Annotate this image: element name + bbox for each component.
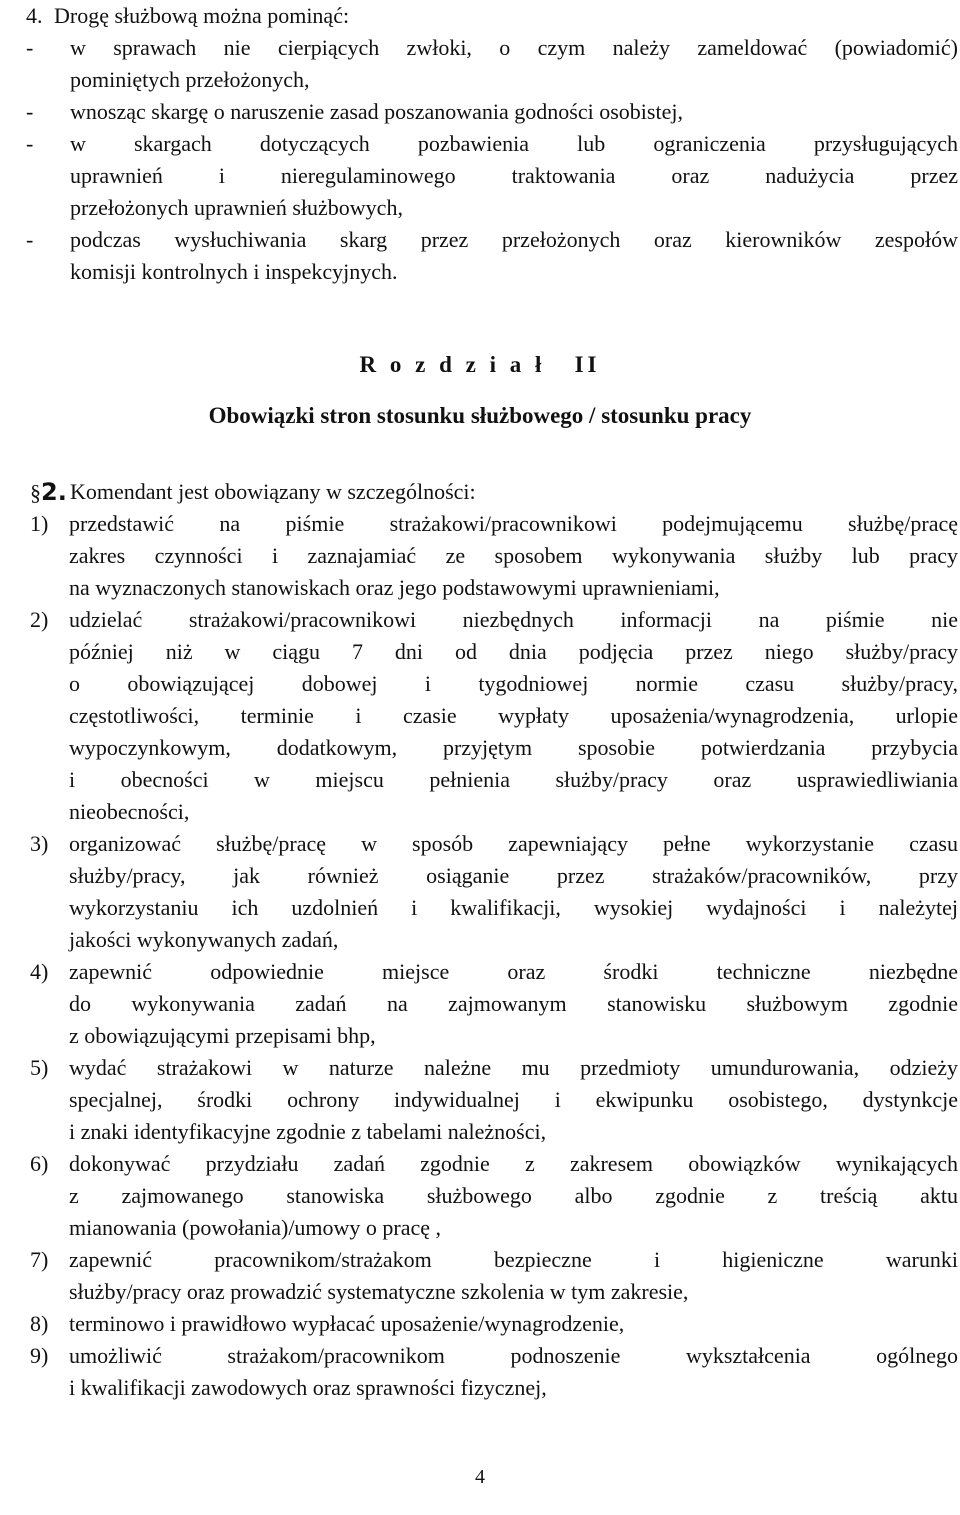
list-line <box>30 988 958 1020</box>
list-line <box>30 924 958 956</box>
list-line <box>30 508 958 540</box>
list-marker: 9) <box>30 1343 49 1368</box>
list-line <box>30 668 958 700</box>
list-line <box>30 1212 958 1244</box>
list-text: służby/pracy oraz prowadzić systematyczne szkolenia w tym zakresie, <box>69 1279 689 1304</box>
list-text: częstotliwości, terminie i czasie wypłaty uposażenia/wynagrodzenia, urlopie <box>69 703 958 728</box>
list-line <box>30 1020 958 1052</box>
list-text: specjalnej, środki ochrony indywidualnej i ekwipunku osobistego, dystynkcje <box>69 1087 958 1112</box>
list-line <box>30 1180 958 1212</box>
list-line <box>30 1276 958 1308</box>
list-text: uprawnień i nieregulaminowego traktowania oraz nadużycia przez <box>70 163 958 188</box>
list-line <box>26 96 958 128</box>
list-marker: - <box>26 131 34 156</box>
list-line <box>30 956 958 988</box>
section-2-list <box>30 508 958 1404</box>
list-line <box>30 1340 958 1372</box>
list-line <box>26 256 958 288</box>
list-text: przedstawić na piśmie strażakowi/pracownikowi podejmującemu służbę/pracę <box>69 511 958 536</box>
list-line <box>30 1116 958 1148</box>
list-text: wypoczynkowym, dodatkowym, przyjętym sposobie potwierdzania przybycia <box>69 735 958 760</box>
list-line <box>30 1148 958 1180</box>
item-4-title: Drogę służbową można pominąć: <box>54 3 350 28</box>
list-text: o obowiązującej dobowej i tygodniowej normie czasu służby/pracy, <box>69 671 958 696</box>
list-line <box>30 604 958 636</box>
list-line <box>30 892 958 924</box>
list-line <box>30 700 958 732</box>
list-text: w sprawach nie cierpiących zwłoki, o czym należy zameldować (powiadomić) <box>70 35 958 60</box>
list-text: zakres czynności i zaznajamiać ze sposobem wykonywania służby lub pracy <box>69 543 958 568</box>
list-line <box>30 636 958 668</box>
list-line <box>30 1052 958 1084</box>
list-line <box>26 192 958 224</box>
list-text: z obowiązującymi przepisami bhp, <box>69 1023 376 1048</box>
list-line <box>26 224 958 256</box>
list-line <box>26 32 958 64</box>
section-symbol <box>30 476 67 509</box>
list-marker: 2) <box>30 607 49 632</box>
list-marker: - <box>26 35 34 60</box>
list-line <box>30 540 958 572</box>
list-text: wnosząc skargę o naruszenie zasad poszanowania godności osobistej, <box>70 99 683 124</box>
list-marker: 5) <box>30 1055 49 1080</box>
list-marker: 1) <box>30 511 49 536</box>
list-line <box>30 732 958 764</box>
list-marker: 4) <box>30 959 49 984</box>
list-text: dokonywać przydziału zadań zgodnie z zakresem obowiązków wynikających <box>69 1151 958 1176</box>
list-text: w skargach dotyczących pozbawienia lub ograniczenia przysługujących <box>70 131 958 156</box>
list-line <box>30 828 958 860</box>
list-text: wykorzystaniu ich uzdolnień i kwalifikacji, wysokiej wydajności i należytej <box>69 895 958 920</box>
list-text: organizować służbę/pracę w sposób zapewniający pełne wykorzystanie czasu <box>69 831 958 856</box>
list-text: później niż w ciągu 7 dni od dnia podjęcia przez niego służby/pracy <box>69 639 958 664</box>
list-text: zapewnić odpowiednie miejsce oraz środki techniczne niezbędne <box>69 959 958 984</box>
chapter-title: Obowiązki stron stosunku służbowego / stosunku pracy <box>208 403 752 428</box>
list-text: komisji kontrolnych i inspekcyjnych. <box>70 259 398 284</box>
page-number: 4 <box>475 1466 485 1488</box>
item-4-list <box>26 32 958 288</box>
list-text: nieobecności, <box>69 799 190 824</box>
list-marker: - <box>26 227 34 252</box>
list-marker: 6) <box>30 1151 49 1176</box>
list-text: do wykonywania zadań na zajmowanym stanowisku służbowym zgodnie <box>69 991 958 1016</box>
section-intro: Komendant jest obowiązany w szczególności: <box>70 479 476 504</box>
list-text: udzielać strażakowi/pracownikowi niezbędnych informacji na piśmie nie <box>69 607 958 632</box>
section-2-intro-row <box>30 476 958 508</box>
list-text: pominiętych przełożonych, <box>70 67 310 92</box>
list-line <box>30 860 958 892</box>
list-line <box>30 1244 958 1276</box>
list-text: terminowo i prawidłowo wypłacać uposażenie/wynagrodzenie, <box>69 1311 625 1336</box>
list-line <box>30 1372 958 1404</box>
chapter-label: R o z d z i a ł II <box>359 352 601 377</box>
list-text: wydać strażakowi w naturze należne mu przedmioty umundurowania, odzieży <box>69 1055 958 1080</box>
list-text: przełożonych uprawnień służbowych, <box>70 195 403 220</box>
list-line <box>26 160 958 192</box>
item-4 <box>26 0 958 288</box>
list-marker: - <box>26 99 34 124</box>
list-text: jakości wykonywanych zadań, <box>69 927 339 952</box>
list-text: na wyznaczonych stanowiskach oraz jego podstawowymi uprawnieniami, <box>69 575 720 600</box>
list-marker: 7) <box>30 1247 49 1272</box>
list-text: służby/pracy, jak również osiąganie przez strażaków/pracowników, przy <box>69 863 958 888</box>
list-text: z zajmowanego stanowiska służbowego albo zgodnie z treścią aktu <box>69 1183 958 1208</box>
item-4-number: 4. <box>26 3 43 28</box>
list-text: mianowania (powołania)/umowy o pracę , <box>69 1215 442 1240</box>
list-marker: 8) <box>30 1311 49 1336</box>
section-2 <box>30 476 958 1404</box>
list-line <box>30 764 958 796</box>
list-line <box>30 1084 958 1116</box>
section-number: 2. <box>41 478 67 506</box>
list-text: i znaki identyfikacyjne zgodnie z tabelami należności, <box>69 1119 547 1144</box>
list-text: podczas wysłuchiwania skarg przez przełożonych oraz kierowników zespołów <box>70 227 958 252</box>
list-line <box>26 128 958 160</box>
list-text: i kwalifikacji zawodowych oraz sprawności fizycznej, <box>69 1375 547 1400</box>
list-text: i obecności w miejscu pełnienia służby/pracy oraz usprawiedliwiania <box>69 767 958 792</box>
list-text: umożliwić strażakom/pracownikom podnoszenie wykształcenia ogólnego <box>69 1343 958 1368</box>
list-line <box>30 572 958 604</box>
list-line <box>30 1308 958 1340</box>
list-text: zapewnić pracownikom/strażakom bezpieczne i higieniczne warunki <box>69 1247 958 1272</box>
list-line <box>30 796 958 828</box>
list-line <box>26 64 958 96</box>
item-4-title-row <box>26 0 958 32</box>
section-sign: § <box>30 480 41 505</box>
list-marker: 3) <box>30 831 49 856</box>
